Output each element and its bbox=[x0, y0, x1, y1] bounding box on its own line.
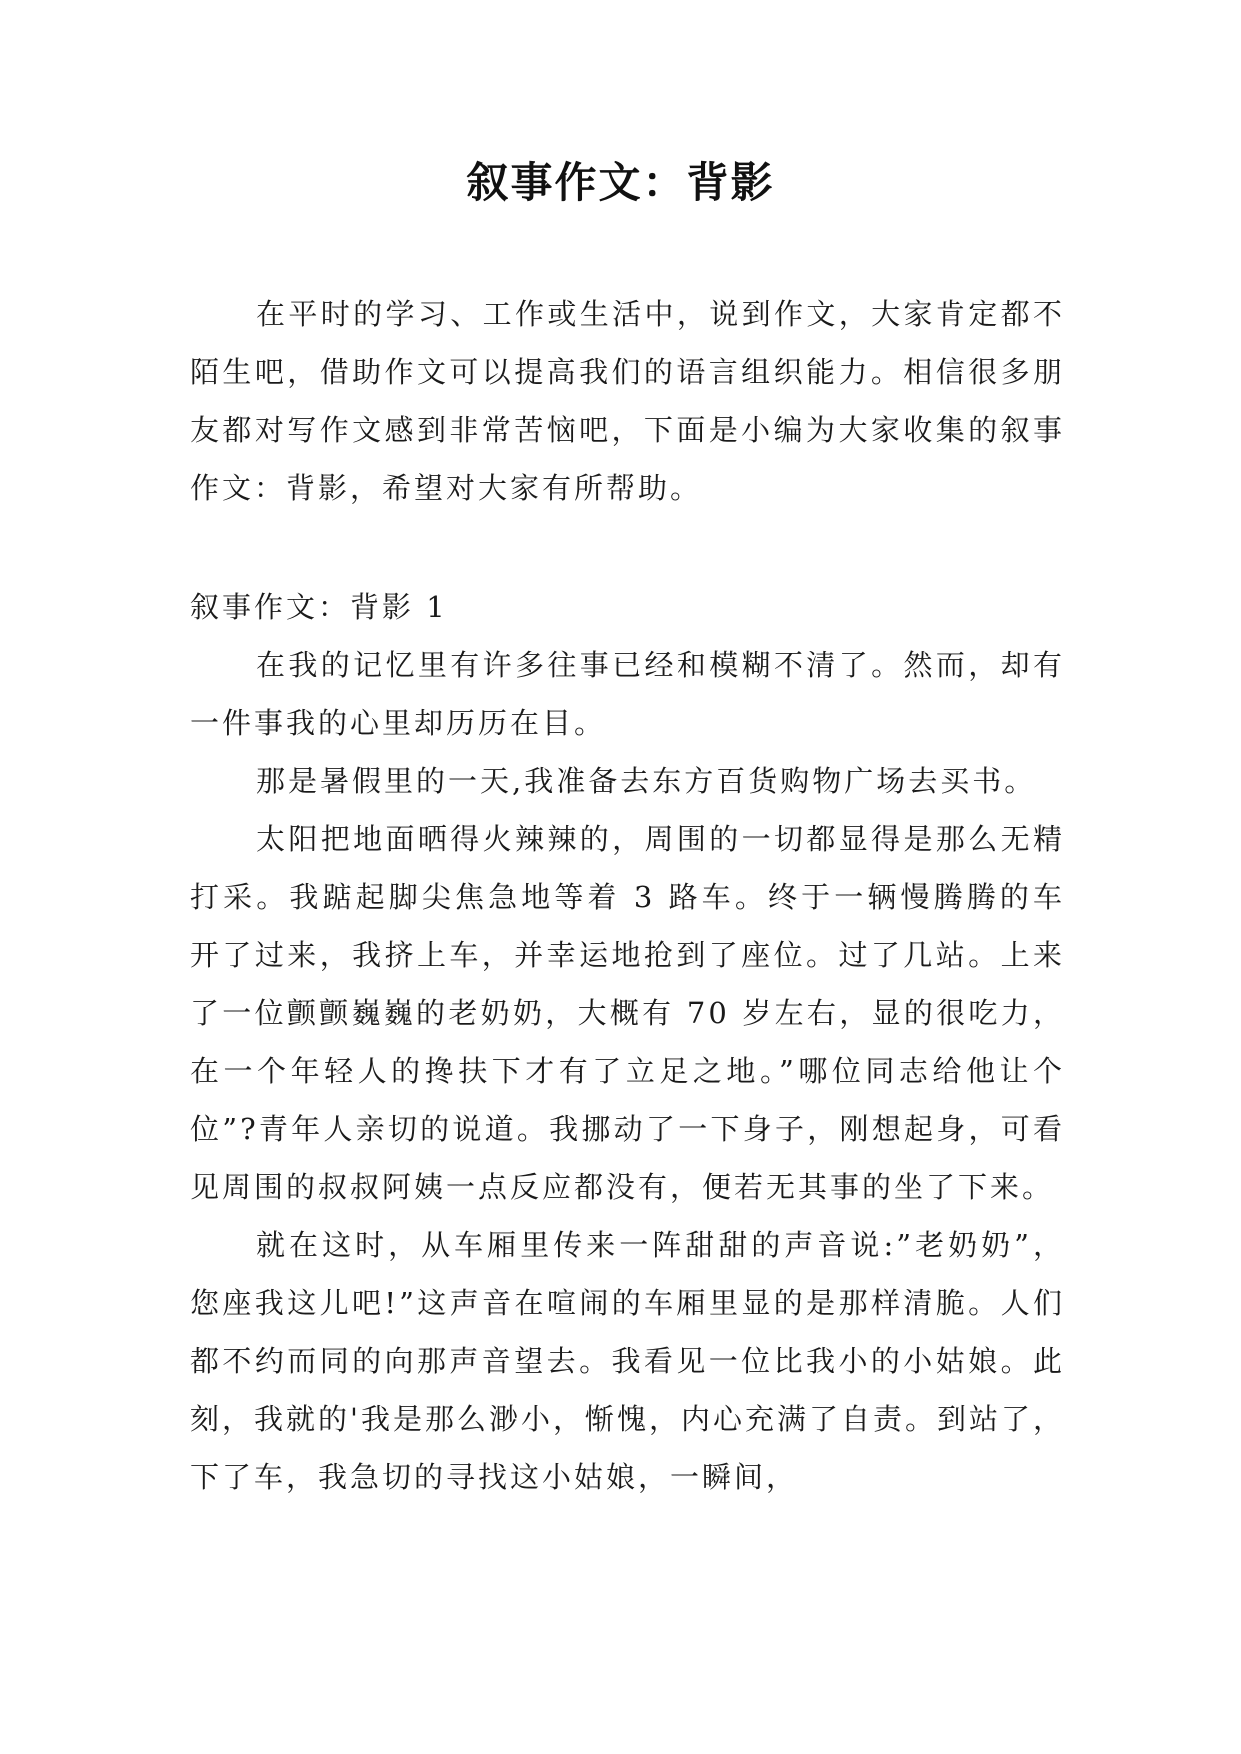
intro-paragraph: 在平时的学习、工作或生活中，说到作文，大家肯定都不陌生吧，借助作文可以提高我们的语言组织能力。相信很多朋友都对写作文感到非常苦恼吧，下面是小编为大家收集的叙事作文：背影，希望对大家有所帮助。 bbox=[190, 297, 1065, 505]
essay-paragraph: 太阳把地面晒得火辣辣的，周围的一切都显得是那么无精打采。我踮起脚尖焦急地等着 3 路车。终于一辆慢腾腾的车开了过来，我挤上车，并幸运地抢到了座位。过了几站。上来了一位颤颤巍巍的老奶奶，大概有 70 岁左右，显的很吃力，在一个年轻人的搀扶下才有了立足之地。”哪位同志给他让个位”?青年人亲切的说道。我挪动了一下身子，刚想起身，可看见周围的叔叔阿姨一点反应都没有，便若无其事的坐了下来。 bbox=[190, 822, 1065, 1204]
essay-paragraph: 在我的记忆里有许多往事已经和模糊不清了。然而，却有一件事我的心里却历历在目。 bbox=[190, 648, 1065, 740]
essay-paragraph: 就在这时，从车厢里传来一阵甜甜的声音说:”老奶奶”，您座我这儿吧!”这声音在喧闹的车厢里显的是那样清脆。人们都不约而同的向那声音望去。我看见一位比我小的小姑娘。此刻，我就的'我是那么渺小，惭愧，内心充满了自责。到站了，下了车，我急切的寻找这小姑娘，一瞬间， bbox=[190, 1228, 1065, 1494]
intro-block bbox=[190, 285, 1065, 517]
essay-paragraph: 那是暑假里的一天,我准备去东方百货购物广场去买书。 bbox=[256, 764, 1037, 798]
document-title: 叙事作文：背影 bbox=[466, 158, 775, 207]
essay-block bbox=[190, 578, 1065, 1506]
section-heading: 叙事作文：背影 1 bbox=[190, 590, 448, 624]
